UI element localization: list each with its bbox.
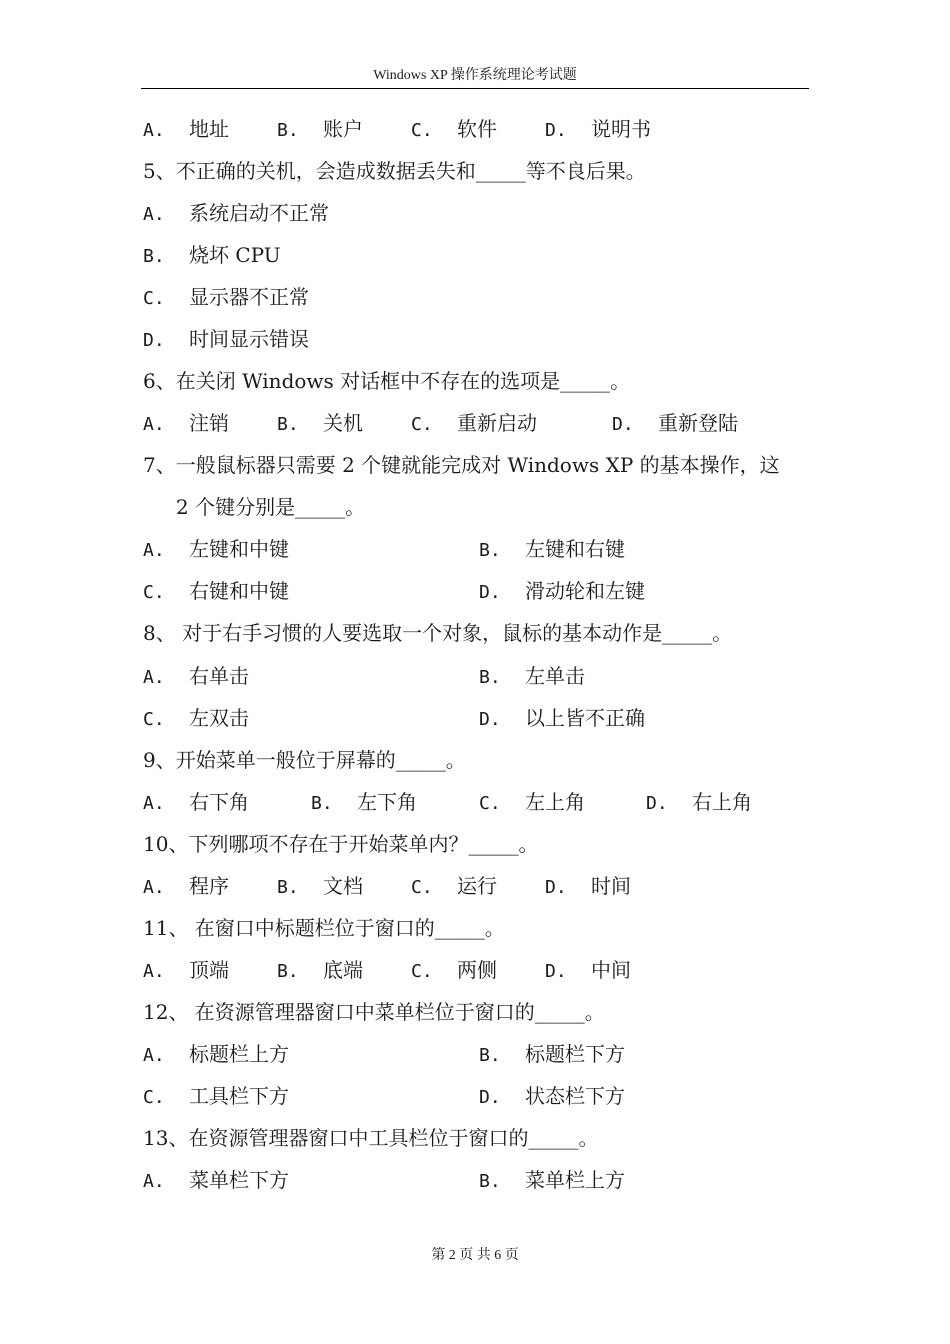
option-letter: A. <box>143 793 165 814</box>
option-text: 右下角 <box>189 790 249 814</box>
q9-options <box>0 787 950 817</box>
option-text: 右键和中键 <box>189 579 289 603</box>
option-letter: A. <box>143 540 165 561</box>
option-letter: B. <box>479 1045 501 1066</box>
question-text: 5、不正确的关机，会造成数据丢失和_____等不良后果。 <box>143 159 646 183</box>
option-letter: D. <box>545 961 567 982</box>
option-text: 滑动轮和左键 <box>525 579 645 603</box>
q12-option-a <box>143 1039 289 1071</box>
option-letter: D. <box>479 709 501 730</box>
q9-option-d <box>646 787 752 819</box>
question-text: 12、 在资源管理器窗口中菜单栏位于窗口的_____。 <box>143 1000 605 1024</box>
option-text: 系统启动不正常 <box>189 201 329 225</box>
option-text: 软件 <box>457 117 497 141</box>
option-letter: A. <box>143 414 165 435</box>
q9-option-c <box>479 787 585 819</box>
q12-options-row-2 <box>0 1081 950 1111</box>
question-7-cont <box>0 492 950 522</box>
q6-options <box>0 408 950 438</box>
q11-option-d <box>545 955 631 987</box>
option-letter: C. <box>143 1087 165 1108</box>
option-letter: D. <box>479 1087 501 1108</box>
option-text: 程序 <box>189 874 229 898</box>
q4-options <box>0 114 950 144</box>
q13-option-a <box>143 1165 289 1197</box>
option-text: 左双击 <box>189 706 249 730</box>
q13-options-row-1 <box>0 1165 950 1195</box>
q11-options <box>0 955 950 985</box>
q7-option-a <box>143 534 289 566</box>
q12-options-row-1 <box>0 1039 950 1069</box>
question-text: 11、 在窗口中标题栏位于窗口的_____。 <box>143 916 505 940</box>
option-text: 左下角 <box>357 790 417 814</box>
q7-options-row-1 <box>0 534 950 564</box>
option-letter: A. <box>143 1045 165 1066</box>
option-text: 重新启动 <box>457 411 537 435</box>
option-text: 中间 <box>591 958 631 982</box>
option-text: 关机 <box>323 411 363 435</box>
option-text: 右单击 <box>189 664 249 688</box>
q5-option-b <box>0 240 950 270</box>
q5-option-a <box>0 198 950 228</box>
option-letter: B. <box>479 667 501 688</box>
q7-option-c <box>143 576 289 608</box>
q8-options-row-1 <box>0 661 950 691</box>
question-text: 7、一般鼠标器只需要 2 个键就能完成对 Windows XP 的基本操作，这 <box>143 453 780 477</box>
option-letter: B. <box>143 246 165 267</box>
question-text: 9、开始菜单一般位于屏幕的_____。 <box>143 748 466 772</box>
q5-option-c <box>0 282 950 312</box>
option-text: 显示器不正常 <box>189 285 309 309</box>
question-11 <box>0 913 950 943</box>
q8-option-a <box>143 661 249 693</box>
option-text: 说明书 <box>591 117 651 141</box>
option-letter: B. <box>277 414 299 435</box>
q12-option-b <box>479 1039 625 1071</box>
option-text: 顶端 <box>189 958 229 982</box>
option-letter: A. <box>143 877 165 898</box>
q6-option-b <box>277 408 363 440</box>
option-text: 右上角 <box>692 790 752 814</box>
question-10 <box>0 829 950 859</box>
option-letter: B. <box>479 1171 501 1192</box>
question-text: 10、下列哪项不存在于开始菜单内？_____。 <box>143 832 539 856</box>
option-letter: B. <box>479 540 501 561</box>
q13-option-b <box>479 1165 625 1197</box>
option-text: 地址 <box>189 117 229 141</box>
q11-option-c <box>411 955 497 987</box>
option-letter: B. <box>277 961 299 982</box>
option-letter: C. <box>411 961 433 982</box>
option-letter: A. <box>143 204 165 225</box>
option-letter: A. <box>143 120 165 141</box>
option-letter: D. <box>545 120 567 141</box>
q4-option-c <box>411 114 497 146</box>
option-text: 左键和中键 <box>189 537 289 561</box>
question-12 <box>0 997 950 1027</box>
header-rule <box>141 88 809 89</box>
option-text: 左键和右键 <box>525 537 625 561</box>
q11-option-a <box>143 955 229 987</box>
option-letter: C. <box>411 877 433 898</box>
option-letter: C. <box>479 793 501 814</box>
option-text: 菜单栏下方 <box>189 1168 289 1192</box>
option-text: 以上皆不正确 <box>525 706 645 730</box>
q8-option-c <box>143 703 249 735</box>
option-text: 运行 <box>457 874 497 898</box>
question-7 <box>0 450 950 480</box>
option-text: 左上角 <box>525 790 585 814</box>
option-text: 标题栏上方 <box>189 1042 289 1066</box>
q4-option-d <box>545 114 651 146</box>
question-9 <box>0 745 950 775</box>
question-5 <box>0 156 950 186</box>
question-6 <box>0 366 950 396</box>
option-text: 注销 <box>189 411 229 435</box>
q6-option-d <box>612 408 738 440</box>
q7-option-b <box>479 534 625 566</box>
q4-option-a <box>143 114 229 146</box>
option-letter: C. <box>143 582 165 603</box>
page-footer: 第 2 页 共 6 页 <box>431 1248 519 1263</box>
page-header: Windows XP 操作系统理论考试题 <box>373 68 577 83</box>
option-text: 时间 <box>591 874 631 898</box>
option-text: 重新登陆 <box>658 411 738 435</box>
q10-options <box>0 871 950 901</box>
option-text: 菜单栏上方 <box>525 1168 625 1192</box>
option-text: 标题栏下方 <box>525 1042 625 1066</box>
q8-option-b <box>479 661 585 693</box>
q12-option-c <box>143 1081 289 1113</box>
option-text: 两侧 <box>457 958 497 982</box>
question-13 <box>0 1123 950 1153</box>
q9-option-a <box>143 787 249 819</box>
question-text: 13、在资源管理器窗口中工具栏位于窗口的_____。 <box>143 1126 599 1150</box>
option-letter: D. <box>479 582 501 603</box>
q7-option-d <box>479 576 645 608</box>
q6-option-c <box>411 408 537 440</box>
option-text: 底端 <box>323 958 363 982</box>
option-letter: D. <box>143 330 165 351</box>
option-letter: B. <box>277 877 299 898</box>
q8-option-d <box>479 703 645 735</box>
q12-option-d <box>479 1081 625 1113</box>
q7-options-row-2 <box>0 576 950 606</box>
option-letter: C. <box>411 414 433 435</box>
option-letter: A. <box>143 1171 165 1192</box>
option-text: 账户 <box>323 117 363 141</box>
option-letter: B. <box>277 120 299 141</box>
question-text-continued: 2 个键分别是_____。 <box>176 495 366 519</box>
question-text: 8、 对于右手习惯的人要选取一个对象，鼠标的基本动作是_____。 <box>143 621 733 645</box>
option-letter: A. <box>143 667 165 688</box>
option-text: 时间显示错误 <box>189 327 309 351</box>
q10-option-a <box>143 871 229 903</box>
option-text: 左单击 <box>525 664 585 688</box>
q10-option-b <box>277 871 363 903</box>
q11-option-b <box>277 955 363 987</box>
option-letter: A. <box>143 961 165 982</box>
q5-option-d <box>0 324 950 354</box>
option-letter: C. <box>411 120 433 141</box>
option-text: 工具栏下方 <box>189 1084 289 1108</box>
option-text: 烧坏 CPU <box>189 243 281 267</box>
option-letter: B. <box>311 793 333 814</box>
option-letter: D. <box>646 793 668 814</box>
question-text: 6、在关闭 Windows 对话框中不存在的选项是_____。 <box>143 369 631 393</box>
q4-option-b <box>277 114 363 146</box>
q8-options-row-2 <box>0 703 950 733</box>
option-letter: C. <box>143 288 165 309</box>
q6-option-a <box>143 408 229 440</box>
option-letter: D. <box>612 414 634 435</box>
q10-option-c <box>411 871 497 903</box>
option-letter: C. <box>143 709 165 730</box>
question-8 <box>0 618 950 648</box>
option-text: 文档 <box>323 874 363 898</box>
option-letter: D. <box>545 877 567 898</box>
q10-option-d <box>545 871 631 903</box>
option-text: 状态栏下方 <box>525 1084 625 1108</box>
q9-option-b <box>311 787 417 819</box>
